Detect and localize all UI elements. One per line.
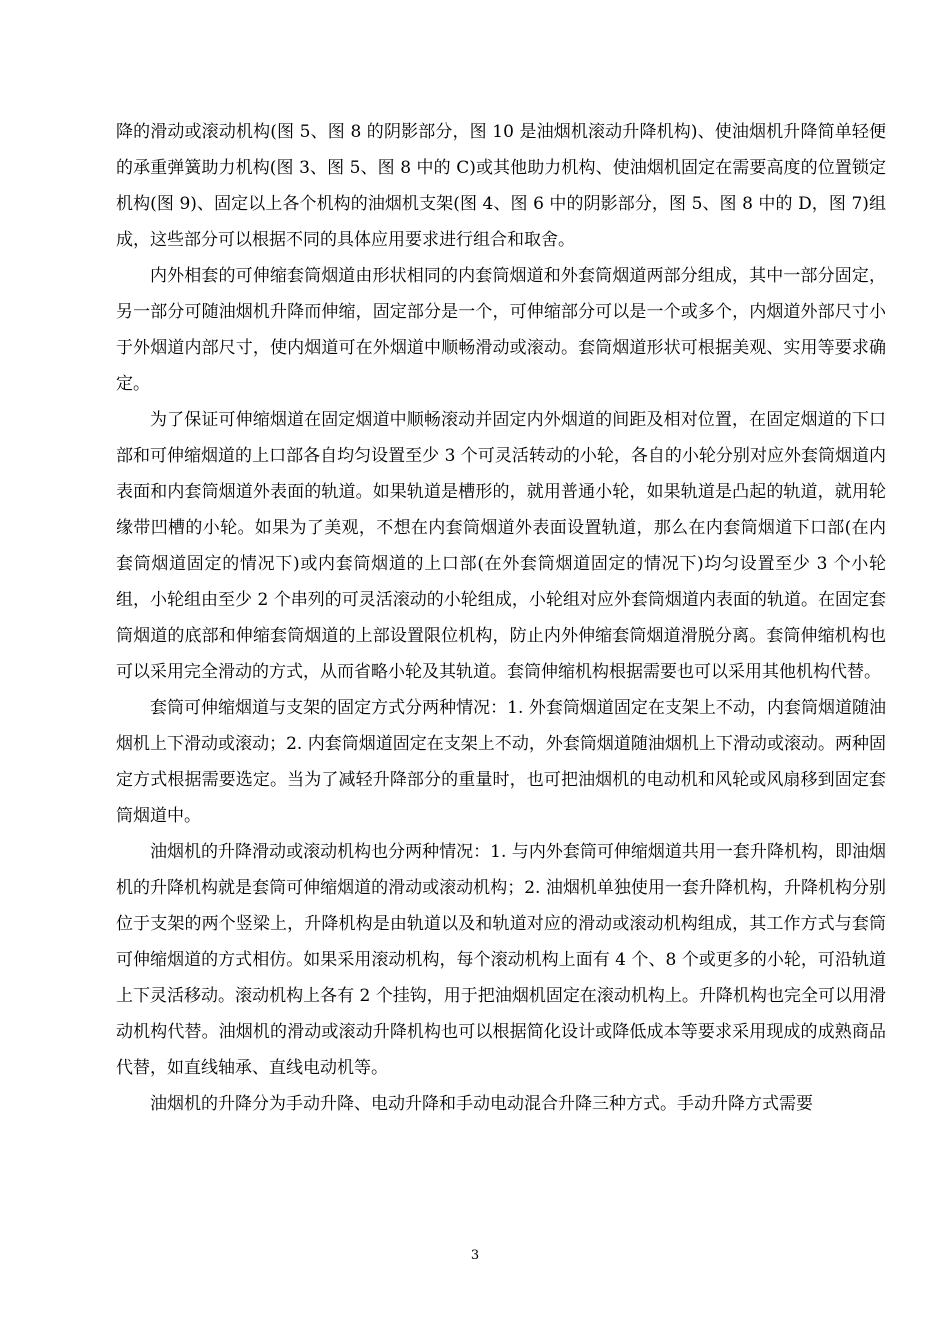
paragraph: 内外相套的可伸缩套筒烟道由形状相同的内套筒烟道和外套筒烟道两部分组成，其中一部分固定，另一部分可随油烟机升降而伸缩，固定部分是一个，可伸缩部分可以是一个或多个，内烟道外部尺寸小于外烟道内部尺寸，使内烟道可在外烟道中顺畅滑动或滚动。套筒烟道形状可根据美观、实用等要求确定。 xyxy=(116,266,886,394)
paragraph: 油烟机的升降分为手动升降、电动升降和手动电动混合升降三种方式。手动升降方式需要 xyxy=(150,1094,813,1114)
page-number: 3 xyxy=(470,1248,480,1263)
paragraph: 降的滑动或滚动机构(图 5、图 8 的阴影部分，图 10 是油烟机滚动升降机构)、使油烟机升降简单轻便的承重弹簧助力机构(图 3、图 5、图 8 中的 C)或其他助力机构、使油烟机固定在需要高度的位置锁定机构(图 9)、固定以上各个机构的油烟机支架(图 4、图 6 中的阴影部分，图 5、图 8 中的 D，图 7)组成，这些部分可以根据不同的具体应用要求进行组合和取舍。 xyxy=(116,122,886,250)
paragraph: 套筒可伸缩烟道与支架的固定方式分两种情况：1. 外套筒烟道固定在支架上不动，内套筒烟道随油烟机上下滑动或滚动；2. 内套筒烟道固定在支架上不动，外套筒烟道随油烟机上下滑动或滚动。两种固定方式根据需要选定。当为了减轻升降部分的重量时，也可把油烟机的电动机和风轮或风扇移到固定套筒烟道中。 xyxy=(116,698,886,826)
paragraph: 油烟机的升降滑动或滚动机构也分两种情况：1. 与内外套筒可伸缩烟道共用一套升降机构，即油烟机的升降机构就是套筒可伸缩烟道的滑动或滚动机构；2. 油烟机单独使用一套升降机构，升降机构分别位于支架的两个竖梁上，升降机构是由轨道以及和轨道对应的滑动或滚动机构组成，其工作方式与套筒可伸缩烟道的方式相仿。如果采用滚动机构，每个滚动机构上面有 4 个、8 个或更多的小轮，可沿轨道上下灵活移动。滚动机构上各有 2 个挂钩，用于把油烟机固定在滚动机构上。升降机构也完全可以用滑动机构代替。油烟机的滑动或滚动升降机构也可以根据简化设计或降低成本等要求采用现成的成熟商品代替，如直线轴承、直线电动机等。 xyxy=(116,842,886,1078)
paragraph: 为了保证可伸缩烟道在固定烟道中顺畅滚动并固定内外烟道的间距及相对位置，在固定烟道的下口部和可伸缩烟道的上口部各自均匀设置至少 3 个可灵活转动的小轮，各自的小轮分别对应外套筒烟道内表面和内套筒烟道外表面的轨道。如果轨道是槽形的，就用普通小轮，如果轨道是凸起的轨道，就用轮缘带凹槽的小轮。如果为了美观，不想在内套筒烟道外表面设置轨道，那么在内套筒烟道下口部(在内套筒烟道固定的情况下)或内套筒烟道的上口部(在外套筒烟道固定的情况下)均匀设置至少 3 个小轮组，小轮组由至少 2 个串列的可灵活滚动的小轮组成，小轮组对应外套筒烟道内表面的轨道。在固定套筒烟道的底部和伸缩套筒烟道的上部设置限位机构，防止内外伸缩套筒烟道滑脱分离。套筒伸缩机构也可以采用完全滑动的方式，从而省略小轮及其轨道。套筒伸缩机构根据需要也可以采用其他机构代替。 xyxy=(116,410,886,682)
document-body xyxy=(116,114,886,1122)
